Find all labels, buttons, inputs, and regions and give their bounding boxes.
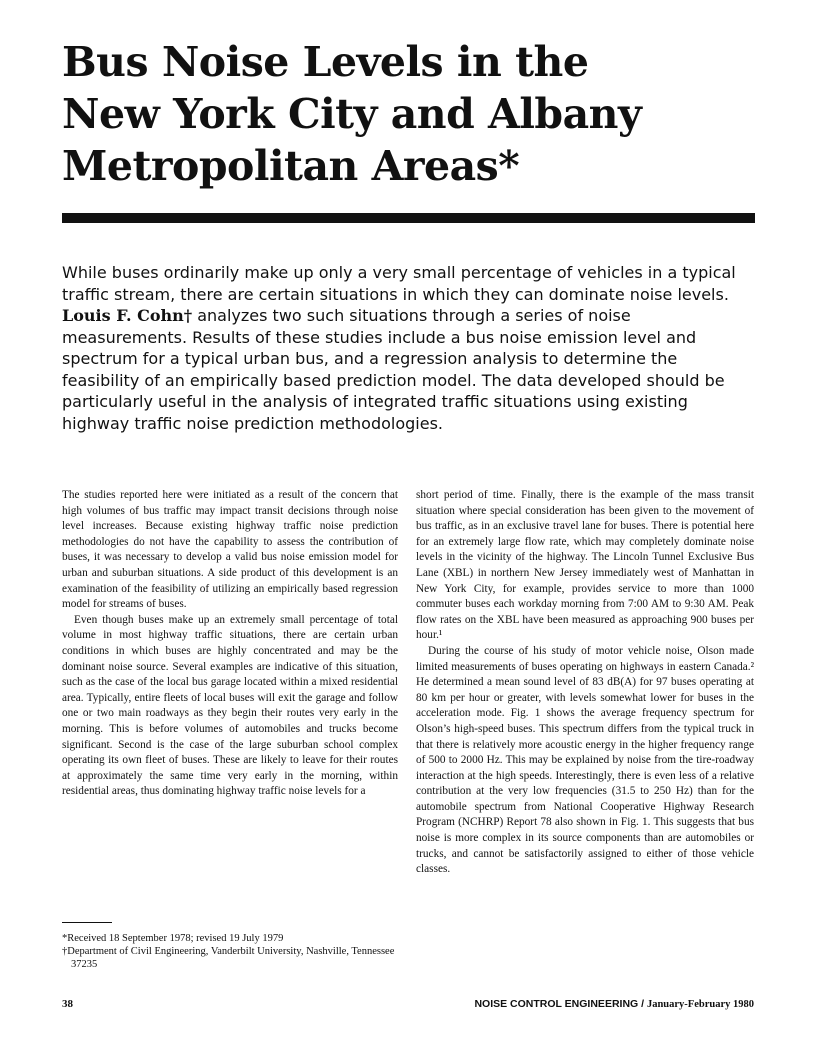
footnote-affiliation: †Department of Civil Engineering, Vanderbilt University, Nashville, Tennessee 37235: [62, 946, 395, 970]
author-name: Louis F. Cohn†: [62, 306, 193, 325]
footnotes: [62, 932, 402, 971]
journal-issue: January-February 1980: [646, 999, 754, 1010]
body-paragraph: short period of time. Finally, there is the example of the mass transit situation where special consideration has been given to the movement of bus traffic, as in an exclusive travel lane for buses. There is potential here for an extremely large flow rate, which may completely dominate noise levels in the vicinity of the highway. The Lincoln Tunnel Exclusive Bus Lane (XBL) in northern New Jersey immediately west of Manhattan in New York City, for example, provides service to more than 1000 commuter buses each workday morning from 7:00 AM to 9:30 AM. Peak flow rates on the XBL have been measured as approaching 900 buses per hour.¹: [416, 489, 754, 642]
abstract-line-rest: analyzes two such situations through a series of noise: [192, 306, 631, 325]
body-column-right: [416, 488, 754, 878]
title-line: Metropolitan Areas*: [62, 142, 520, 190]
article-title: [62, 36, 762, 192]
journal-name: NOISE CONTROL ENGINEERING /: [474, 998, 647, 1010]
abstract-line: particularly useful in the analysis of integrated traffic situations using existing: [62, 392, 688, 411]
body-paragraph: During the course of his study of motor vehicle noise, Olson made limited measurements of buses operating on highways in eastern Canada.² He determined a mean sound level of 83 dB(A) for 97 buses operating at 80 km per hour or greater, with levels somewhat lower for buses in the acceleration mode. Fig. 1 shows the average frequency spectrum for Olson’s high-speed buses. This spectrum differs from the typical truck in that there is relatively more acoustic energy in the higher frequency range of 500 to 2000 Hz. This may be explained by noise from the tire-roadway interaction at the high speeds. Interestingly, there is even less of a relative contribution at the very low frequencies (31.5 to 250 Hz) than for the automobile spectrum from National Cooperative Highway Research Program (NCHRP) Report 78 also shown in Fig. 1. This suggests that bus noise is more complex in its source components than are automobiles or trucks, and cannot be satisfactorily assigned to either of those vehicle classes.: [416, 644, 754, 876]
abstract-line: feasibility of an empirically based prediction model. The data developed should be: [62, 370, 725, 390]
abstract-line: traffic stream, there are certain situations in which they can dominate noise levels.: [62, 284, 729, 304]
abstract-author-line: [62, 305, 762, 327]
abstract-line: measurements. Results of these studies include a bus noise emission level and: [62, 327, 697, 347]
abstract-line: highway traffic noise prediction methodologies.: [62, 413, 444, 433]
title-line: New York City and Albany: [62, 90, 642, 138]
journal-footer: [448, 998, 754, 1010]
footnote-divider: [62, 922, 112, 923]
title-line: Bus Noise Levels in the: [62, 38, 589, 86]
page-number: 38: [62, 998, 73, 1010]
footnote-received: *Received 18 September 1978; revised 19 July 1979: [62, 933, 284, 944]
body-paragraph: Even though buses make up an extremely small percentage of total volume in most highway traffic situations, there are certain urban conditions in which buses are highly concentrated and may be the dominant noise source. Several examples are indicative of this situation, such as the case of the local bus garage located within a mixed residential area. Typically, entire fleets of local buses will exit the garage and follow one or two main roadways as they begin their routes very early in the morning. This is before volumes of automobiles and trucks become significant. Second is the case of the large suburban school complex operating its own fleet of buses. These are likely to leave for their routes at approximately the same time very early in the morning, within residential areas, thus dominating highway traffic noise levels for a: [62, 613, 398, 798]
body-paragraph: The studies reported here were initiated as a result of the concern that high volumes of bus traffic may impact transit decisions through noise level increases. Because existing highway traffic noise prediction methodologies do not have the capability to assess the contribution of buses, it was necessary to develop a valid bus noise emission model for urban and suburban situations. A side product of this development is an examination of the feasibility of utilizing an empirically based regression model for streams of buses.: [62, 489, 398, 611]
body-column-left: [62, 488, 398, 800]
abstract-line: spectrum for a typical urban bus, and a regression analysis to determine the: [62, 349, 678, 368]
abstract-line: While buses ordinarily make up only a very small percentage of vehicles in a typical: [62, 263, 736, 282]
abstract: [62, 262, 762, 434]
title-divider: [62, 213, 755, 223]
